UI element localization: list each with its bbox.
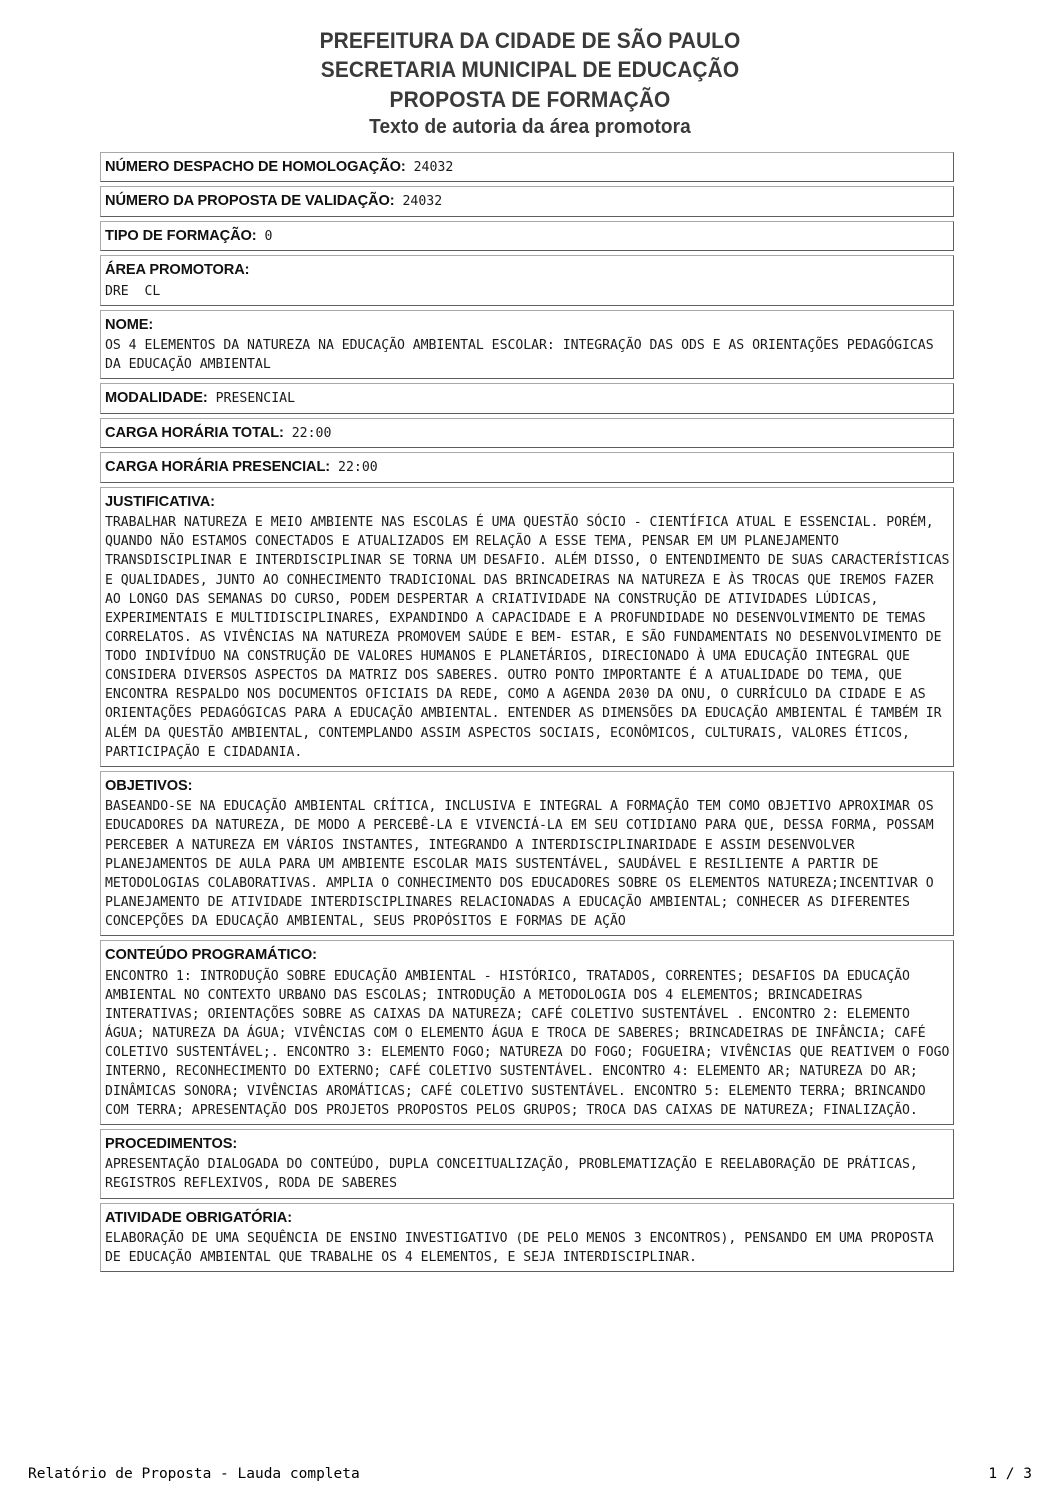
field-modalidade [100, 383, 954, 413]
field-carga-horaria-presencial [100, 452, 954, 482]
field-value-objetivos: BASEANDO-SE NA EDUCAÇÃO AMBIENTAL CRÍTICA, INCLUSIVA E INTEGRAL A FORMAÇÃO TEM COMO OBJETIVO APROXIMAR OS EDUCADORES DA NATUREZA, DE MODO A PERCEBÊ-LA E VIVENCIÁ-LA EM SEU COTIDIANO PARA QUE, DESSA FORMA, POSSAM PERCEBER A NATUREZA EM VÁRIOS INSTANTES, INTEGRANDO A INTERDISCIPLINARIDADE E ASSIM DESENVOLVER PLANEJAMENTOS DE AULA PARA UM AMBIENTE ESCOLAR MAIS SUSTENTÁVEL, SAUDÁVEL E RESILIENTE A PARTIR DE METODOLOGIAS COLABORATIVAS. AMPLIA O CONHECIMENTO DOS EDUCADORES SOBRE OS ELEMENTOS NATUREZA;INCENTIVAR O PLANEJAMENTO DE ATIVIDADE INTERDISCIPLINARES RELACIONADAS A EDUCAÇÃO AMBIENTAL; CONHECER AS DIFERENTES CONCEPÇÕES DA EDUCAÇÃO AMBIENTAL, SEUS PROPÓSITOS E FORMAS DE AÇÃO [105, 799, 942, 930]
field-value-area-promotora: DRE CL [105, 283, 161, 299]
field-value-carga-horaria-total: 22:00 [283, 425, 332, 441]
field-label-objetivos: OBJETIVOS: [105, 777, 193, 794]
field-label-numero-despacho: NÚMERO DESPACHO DE HOMOLOGAÇÃO: [105, 159, 406, 175]
field-value-modalidade: PRESENCIAL [207, 391, 296, 407]
field-conteudo-programatico [100, 940, 958, 1125]
field-label-justificativa: JUSTIFICATIVA: [105, 493, 215, 510]
field-carga-horaria-total [100, 418, 954, 448]
field-value-carga-horaria-presencial: 22:00 [330, 460, 378, 476]
field-label-procedimentos: PROCEDIMENTOS: [105, 1135, 238, 1152]
field-value-procedimentos: APRESENTAÇÃO DIALOGADA DO CONTEÚDO, DUPLA CONCEITUALIZAÇÃO, PROBLEMATIZAÇÃO E REELABORAÇÃO DE PRÁTICAS, REGISTROS REFLEXIVOS, RODA DE SABERES [105, 1157, 926, 1192]
field-label-conteudo-programatico: CONTEÚDO PROGRAMÁTICO: [105, 947, 317, 964]
header-line-prefeitura: PREFEITURA DA CIDADE DE SÃO PAULO [319, 28, 741, 53]
header-line-proposta: PROPOSTA DE FORMAÇÃO [389, 86, 671, 112]
field-value-numero-despacho: 24032 [405, 160, 454, 175]
field-nome [100, 310, 954, 380]
field-label-numero-proposta: NÚMERO DA PROPOSTA DE VALIDAÇÃO: [105, 193, 395, 210]
field-area-promotora [100, 255, 954, 306]
field-atividade-obrigatoria [100, 1203, 954, 1273]
field-label-area-promotora: ÁREA PROMOTORA: [105, 262, 250, 279]
field-procedimentos [100, 1129, 954, 1199]
field-objetivos [100, 771, 954, 936]
field-label-modalidade: MODALIDADE: [105, 390, 208, 407]
field-justificativa [100, 487, 958, 767]
footer-page-number: 1 / 3 [988, 1466, 1032, 1482]
field-numero-despacho [100, 152, 954, 182]
field-label-carga-horaria-total: CARGA HORÁRIA TOTAL: [105, 424, 284, 441]
header-line-secretaria: SECRETARIA MUNICIPAL DE EDUCAÇÃO [320, 57, 740, 83]
page-footer [0, 1466, 1060, 1492]
document-header [0, 0, 1060, 140]
field-label-tipo-formacao: TIPO DE FORMAÇÃO: [105, 227, 257, 244]
footer-report-title: Relatório de Proposta - Lauda completa [28, 1466, 360, 1482]
field-value-atividade-obrigatoria: ELABORAÇÃO DE UMA SEQUÊNCIA DE ENSINO INVESTIGATIVO (DE PELO MENOS 3 ENCONTROS), PENSANDO EM UMA PROPOSTA DE EDUCAÇÃO AMBIENTAL QUE TRABALHE OS 4 ELEMENTOS, E SEJA INTERDISCIPLINAR. [105, 1230, 942, 1266]
field-value-conteudo-programatico: ENCONTRO 1: INTRODUÇÃO SOBRE EDUCAÇÃO AMBIENTAL - HISTÓRICO, TRATADOS, CORRENTES; DESAFIOS DA EDUCAÇÃO AMBIENTAL NO CONTEXTO URBANO DAS ESCOLAS; INTRODUÇÃO A METODOLOGIA DOS 4 ELEMENTOS; BRINCADEIRAS INTERATIVAS; ORIENTAÇÕES SOBRE AS CAIXAS DA NATUREZA; CAFÉ COLETIVO SUSTENTÁVEL . ENCONTRO 2: ELEMENTO ÁGUA; NATUREZA DA ÁGUA; VIVÊNCIAS COM O ELEMENTO ÁGUA E TROCA DE SABERES; BRINCADEIRAS DE INFÂNCIA; CAFÉ COLETIVO SUSTENTÁVEL;. ENCONTRO 3: ELEMENTO FOGO; NATUREZA DO FOGO; FOGUEIRA; VIVÊNCIAS QUE REATIVEM O FOGO INTERNO, RECONHECIMENTO DO EXTERNO; CAFÉ COLETIVO SUSTENTÁVEL. ENCONTRO 4: ELEMENTO AR; NATUREZA DO AR; DINÂMICAS SONORA; VIVÊNCIAS AROMÁTICAS; CAFÉ COLETIVO SUSTENTÁVEL. ENCONTRO 5: ELEMENTO TERRA; BRINCANDO COM TERRA; APRESENTAÇÃO DOS PROJETOS PROPOSTOS PELOS GRUPOS; TROCA DAS CAIXAS DE NATUREZA; FINALIZAÇÃO. [105, 968, 958, 1118]
field-value-nome: OS 4 ELEMENTOS DA NATUREZA NA EDUCAÇÃO AMBIENTAL ESCOLAR: INTEGRAÇÃO DAS ODS E AS ORIENTAÇÕES PEDAGÓGICAS DA EDUCAÇÃO AMBIENTAL [105, 338, 942, 373]
fields-container [100, 152, 958, 1276]
field-label-atividade-obrigatoria: ATIVIDADE OBRIGATÓRIA: [105, 1209, 292, 1226]
field-label-carga-horaria-presencial: CARGA HORÁRIA PRESENCIAL: [105, 459, 331, 476]
field-numero-proposta [100, 186, 954, 216]
field-value-tipo-formacao: 0 [256, 228, 273, 244]
field-label-nome: NOME: [105, 316, 154, 333]
header-line-subtitle: Texto de autoria da área promotora [369, 114, 691, 138]
field-value-numero-proposta: 24032 [394, 194, 443, 210]
field-tipo-formacao [100, 221, 954, 251]
field-value-justificativa: TRABALHAR NATUREZA E MEIO AMBIENTE NAS ESCOLAS É UMA QUESTÃO SÓCIO - CIENTÍFICA ATUAL E ESSENCIAL. PORÉM, QUANDO NÃO ESTAMOS CONECTADOS E ATUALIZADOS EM RELAÇÃO A ESSE TEMA, PENSAR EM UM PLANEJAMENTO TRANSDISCIPLINAR E INTERDISCIPLINAR SE TORNA UM DESAFIO. ALÉM DISSO, O ENTENDIMENTO DE SUAS CARACTERÍSTICAS E QUALIDADES, JUNTO AO CONHECIMENTO TRADICIONAL DAS BRINCADEIRAS NA NATUREZA E ÀS TROCAS QUE IREMOS FAZER AO LONGO DAS SEMANAS DO CURSO, PODEM DESPERTAR A CRIATIVIDADE NA CONSTRUÇÃO DE ATIVIDADES LÚDICAS, EXPERIMENTAIS E MULTIDISCIPLINARES, EXPANDINDO A CAPACIDADE E A PROFUNDIDADE NO DESENVOLVIMENTO DE TEMAS CORRELATOS. AS VIVÊNCIAS NA NATUREZA PROMOVEM SAÚDE E BEM- ESTAR, E SÃO FUNDAMENTAIS NO DESENVOLVIMENTO DE TODO INDIVÍDUO NA CONSTRUÇÃO DE VALORES HUMANOS E PLANETÁRIOS, DIRECIONADO À UMA EDUCAÇÃO INTEGRAL QUE CONSIDERA DIVERSOS ASPECTOS DA MATRIZ DOS SABERES. OUTRO PONTO IMPORTANTE É A ATUALIDADE DO TEMA, QUE ENCONTRA RESPALDO NOS DOCUMENTOS OFICIAIS DA REDE, COMO A AGENDA 2030 DA ONU, O CURRÍCULO DA CIDADE E AS ORIENTAÇÕES PEDAGÓGICAS PARA A EDUCAÇÃO AMBIENTAL. ENTENDER AS DIMENSÕES DA EDUCAÇÃO AMBIENTAL É TAMBÉM IR ALÉM DA QUESTÃO AMBIENTAL, CONTEMPLANDO ASSIM ASPECTOS SOCIAIS, ECONÔMICOS, CULTURAIS, VALORES ÉTICOS, PARTICIPAÇÃO E CIDADANIA. [105, 515, 958, 760]
